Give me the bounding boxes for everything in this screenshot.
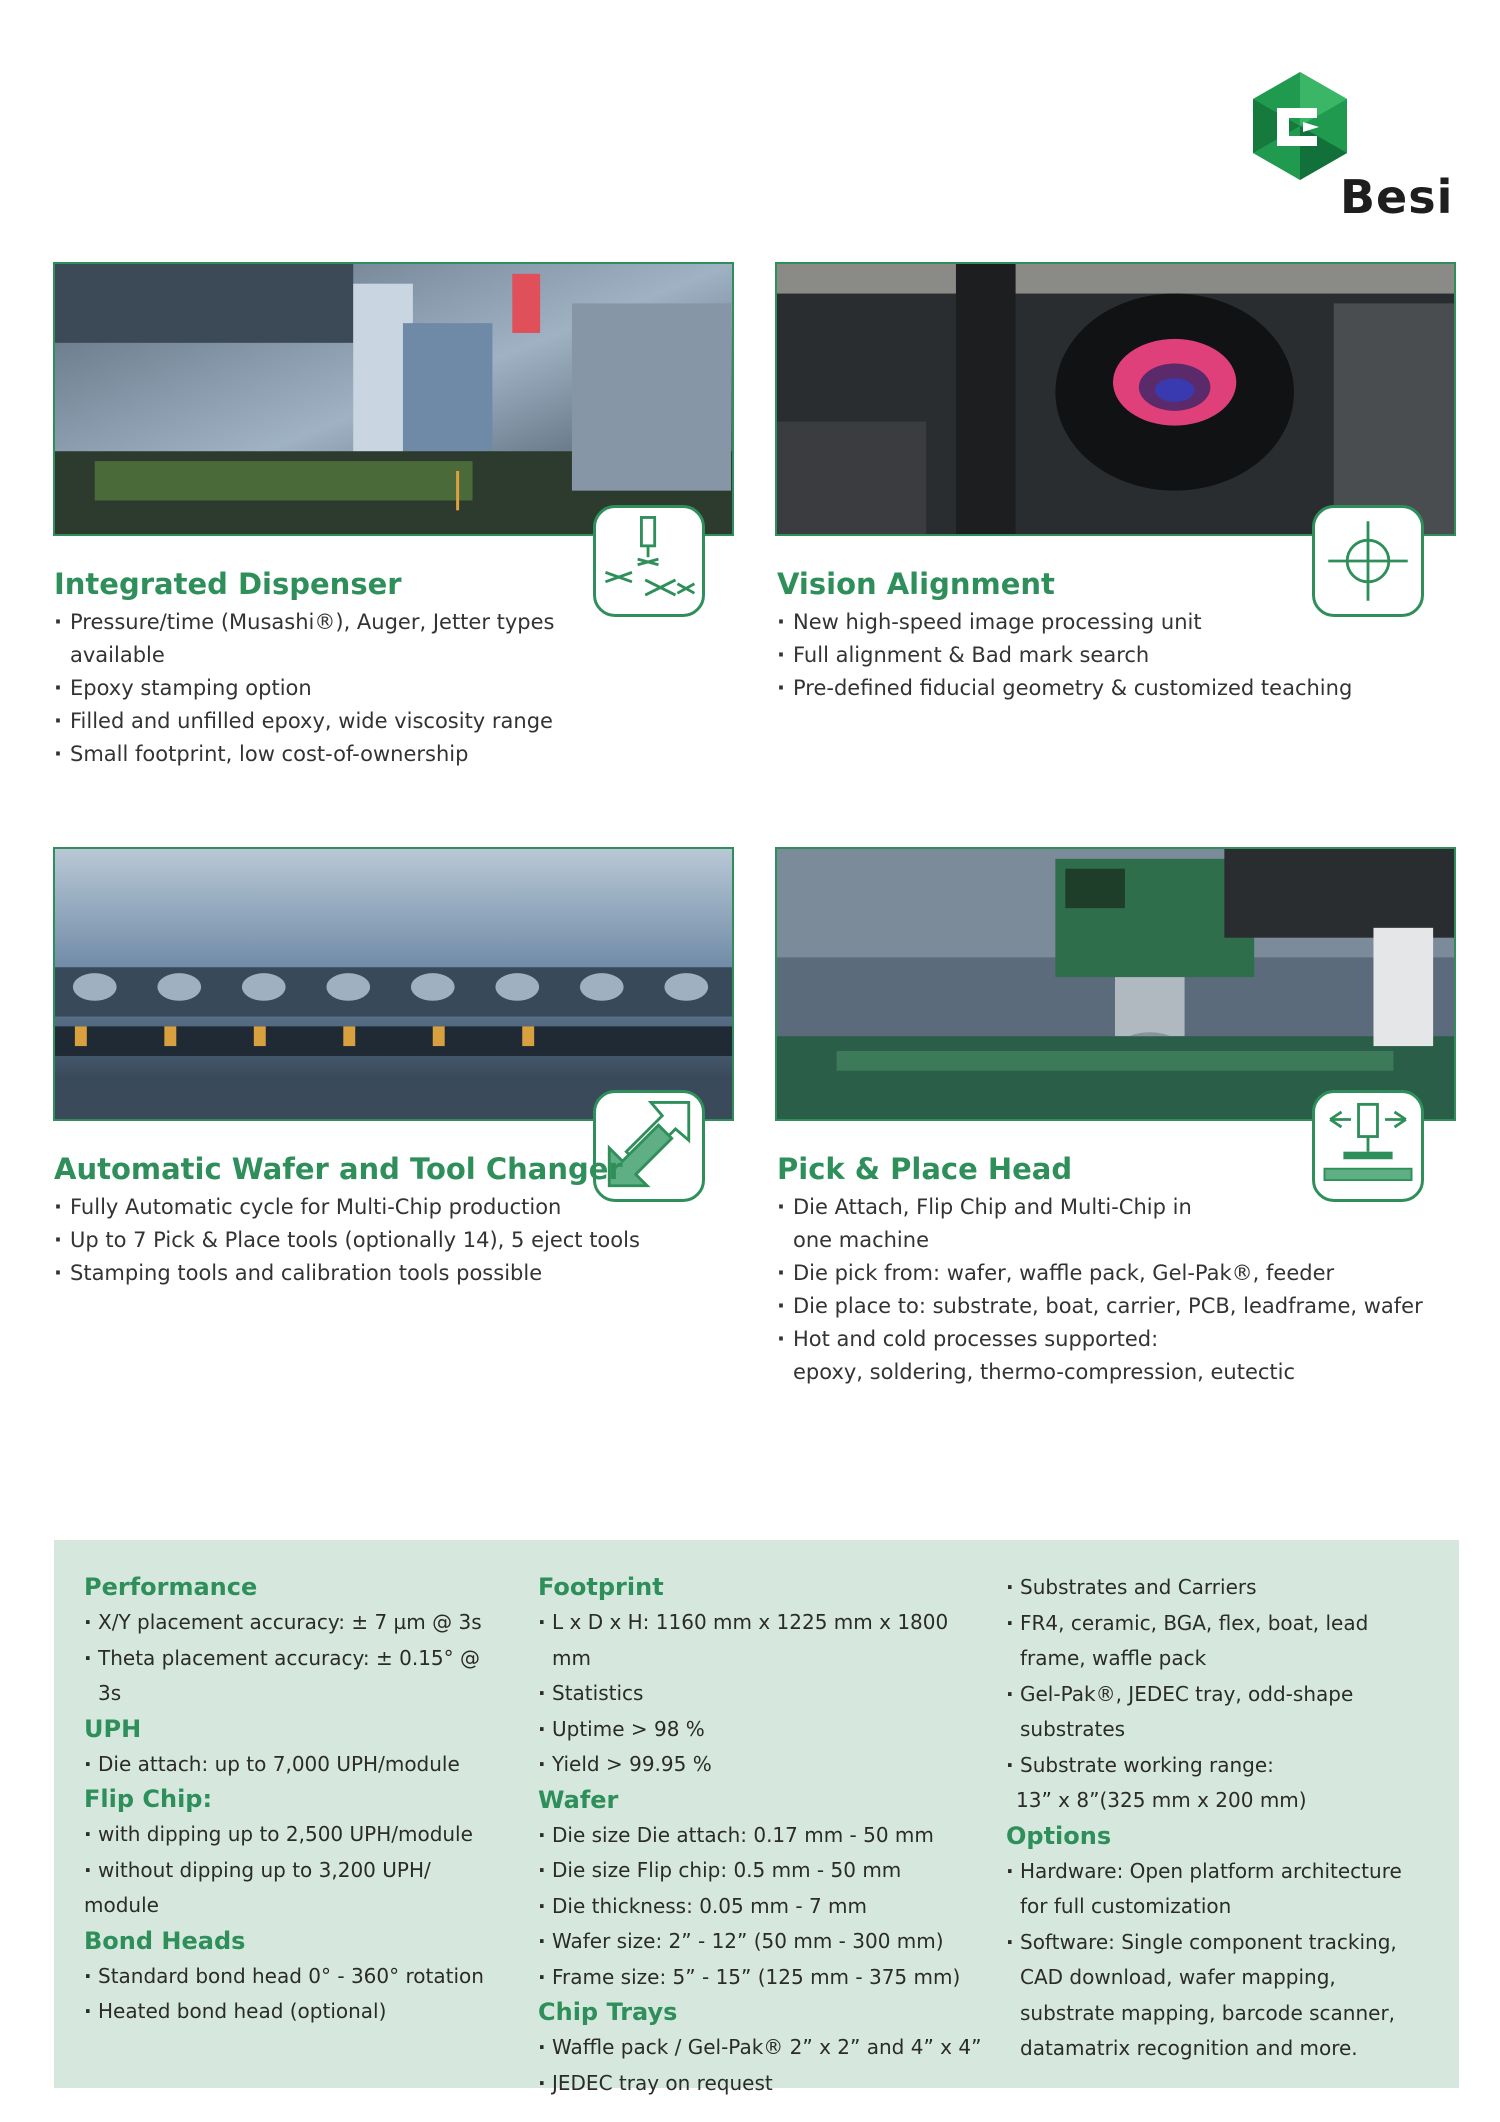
spec-item: · Die size Flip chip: 0.5 mm - 50 mm xyxy=(538,1853,988,1889)
list-item: · Filled and unfilled epoxy, wide viscosity range xyxy=(54,705,594,738)
feature-vision-alignment xyxy=(777,566,1467,705)
spec-column-2 xyxy=(538,1570,988,2101)
spec-item: · Theta placement accuracy: ± 0.15° @ 3s xyxy=(84,1641,504,1712)
dispenser-needle-icon xyxy=(593,505,705,617)
feature-title: Pick & Place Head xyxy=(777,1152,1073,1186)
spec-item: · Frame size: 5” - 15” (125 mm - 375 mm) xyxy=(538,1960,988,1996)
list-item: · Die pick from: wafer, waffle pack, Gel-Pak®, feeder xyxy=(777,1257,1467,1290)
spec-item: · Uptime > 98 % xyxy=(538,1712,988,1748)
spec-item: · Die size Die attach: 0.17 mm - 50 mm xyxy=(538,1818,988,1854)
pick-place-photo xyxy=(775,847,1456,1121)
spec-item: · JEDEC tray on request xyxy=(538,2066,988,2102)
spec-item: · with dipping up to 2,500 UPH/module xyxy=(84,1817,504,1853)
spec-heading-flip-chip: Flip Chip: xyxy=(84,1785,213,1813)
list-item: · Epoxy stamping option xyxy=(54,672,594,705)
spec-item: · Substrates and Carriers xyxy=(1006,1570,1436,1606)
spec-item-continuation: 13” x 8”(325 mm x 200 mm) xyxy=(1016,1788,1307,1812)
feature-pick-place-head xyxy=(777,1151,1467,1389)
spec-heading-options: Options xyxy=(1006,1821,1112,1850)
spec-heading-performance: Performance xyxy=(84,1573,258,1601)
list-item: · Small footprint, low cost-of-ownership xyxy=(54,738,594,771)
list-item: · Stamping tools and calibration tools possible xyxy=(54,1257,694,1290)
spec-heading-wafer: Wafer xyxy=(538,1785,619,1814)
spec-item: · Statistics xyxy=(538,1676,988,1712)
spec-item: · without dipping up to 3,200 UPH/ xyxy=(84,1853,504,1889)
spec-item-continuation: substrates xyxy=(1020,1717,1126,1741)
dispenser-photo xyxy=(53,262,734,536)
spec-item-continuation: module xyxy=(84,1893,159,1917)
spec-item: · Waffle pack / Gel-Pak® 2” x 2” and 4” x 4” xyxy=(538,2030,988,2066)
spec-item: · Heated bond head (optional) xyxy=(84,1994,504,2030)
spec-heading-chip-trays: Chip Trays xyxy=(538,1998,678,2026)
spec-heading-bond-heads: Bond Heads xyxy=(84,1926,246,1955)
feature-title: Integrated Dispenser xyxy=(54,567,402,601)
spec-item: · Standard bond head 0° - 360° rotation xyxy=(84,1959,504,1995)
feature-list xyxy=(54,1191,694,1290)
spec-item: · Hardware: Open platform architecture xyxy=(1006,1854,1436,1890)
logo-text: Besi xyxy=(1340,170,1454,224)
spec-column-3 xyxy=(1006,1570,1436,2067)
spec-item-continuation: datamatrix recognition and more. xyxy=(1020,2036,1358,2060)
spec-item: · Die thickness: 0.05 mm - 7 mm xyxy=(538,1889,988,1925)
spec-item: · Software: Single component tracking, xyxy=(1006,1925,1436,1961)
feature-integrated-dispenser xyxy=(54,566,594,771)
list-item: · Full alignment & Bad mark search xyxy=(777,639,1467,672)
feature-wafer-tool-changer xyxy=(54,1151,694,1290)
specifications-panel xyxy=(54,1540,1459,2095)
spec-item: · Wafer size: 2” - 12” (50 mm - 300 mm) xyxy=(538,1924,988,1960)
list-item: · Hot and cold processes supported: epoxy, soldering, thermo-compression, eutectic xyxy=(777,1323,1467,1389)
spec-item: · L x D x H: 1160 mm x 1225 mm x 1800 mm xyxy=(538,1605,988,1676)
spec-item: · Die attach: up to 7,000 UPH/module xyxy=(84,1747,504,1783)
spec-item: · Gel-Pak®, JEDEC tray, odd-shape xyxy=(1006,1677,1436,1713)
spec-item: · X/Y placement accuracy: ± 7 µm @ 3s xyxy=(84,1605,504,1641)
spec-column-1 xyxy=(84,1570,504,2030)
wafer-changer-photo xyxy=(53,847,734,1121)
spec-item-continuation: substrate mapping, barcode scanner, xyxy=(1020,2000,1396,2025)
besi-logo xyxy=(1245,70,1454,224)
feature-list xyxy=(777,606,1467,705)
list-item: · Pre-defined fiducial geometry & customized teaching xyxy=(777,672,1467,705)
spec-item-continuation: frame, waffle pack xyxy=(1020,1646,1207,1670)
feature-list xyxy=(777,1191,1467,1389)
list-item: · Die place to: substrate, boat, carrier, PCB, leadframe, wafer xyxy=(777,1290,1467,1323)
feature-title: Automatic Wafer and Tool Changer xyxy=(54,1152,623,1186)
spec-heading-footprint: Footprint xyxy=(538,1573,664,1601)
spec-item-continuation: for full customization xyxy=(1020,1894,1232,1918)
feature-list xyxy=(54,606,594,771)
spec-heading-uph: UPH xyxy=(84,1714,142,1743)
spec-item: · Yield > 99.95 % xyxy=(538,1747,988,1783)
spec-item: · FR4, ceramic, BGA, flex, boat, lead xyxy=(1006,1606,1436,1642)
list-item: · Pressure/time (Musashi®), Auger, Jetter types available xyxy=(54,606,594,672)
list-item: · Fully Automatic cycle for Multi-Chip production xyxy=(54,1191,694,1224)
spec-item: · Substrate working range: xyxy=(1006,1748,1436,1784)
list-item: · Die Attach, Flip Chip and Multi-Chip in one machine xyxy=(777,1191,1467,1257)
list-item: · New high-speed image processing unit xyxy=(777,606,1467,639)
besi-hexagon-icon xyxy=(1245,70,1355,180)
spec-item-continuation: CAD download, wafer mapping, xyxy=(1020,1965,1336,1989)
feature-title: Vision Alignment xyxy=(777,567,1055,601)
vision-photo xyxy=(775,262,1456,536)
list-item: · Up to 7 Pick & Place tools (optionally 14), 5 eject tools xyxy=(54,1224,694,1257)
